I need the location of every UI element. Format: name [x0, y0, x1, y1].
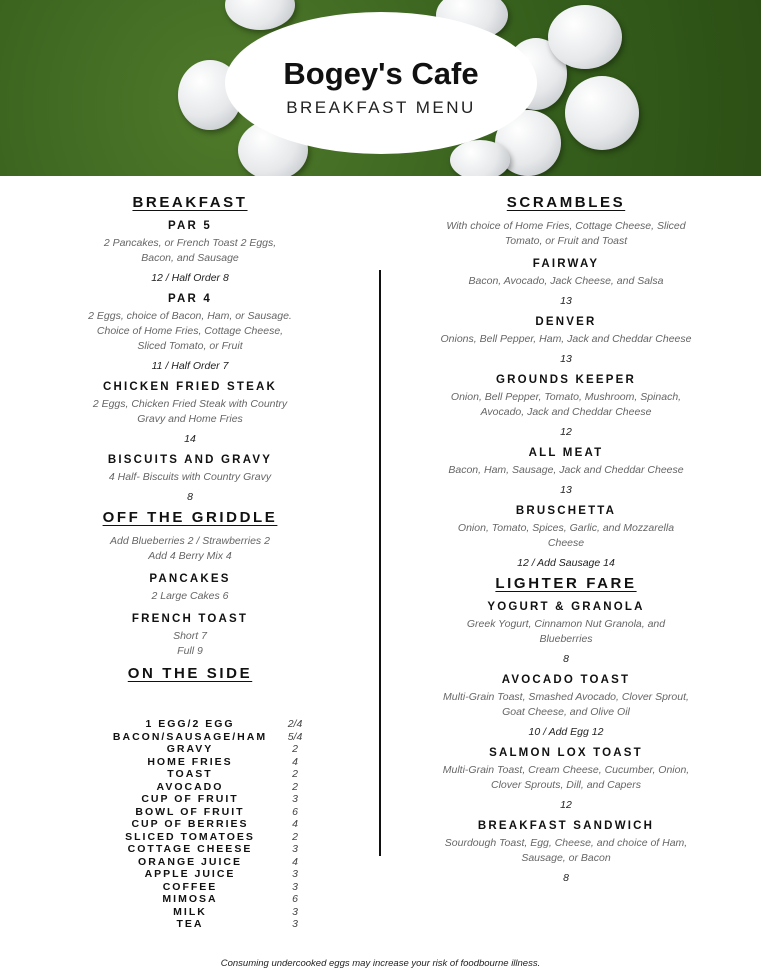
side-item-price: 4 [292, 755, 298, 768]
side-item-row [100, 906, 310, 919]
side-item-price: 2 [292, 743, 298, 755]
side-item-name: 1 EGG/2 EGG [145, 718, 235, 730]
side-item-price: 3 [292, 880, 298, 893]
menu-item-description: Multi-Grain Toast, Cream Cheese, Cucumber, Onion, Clover Sprouts, Dill, and Capers [442, 764, 690, 791]
menu-item-name: BISCUITS AND GRAVY [107, 454, 273, 466]
side-item-row [100, 781, 310, 794]
menu-item-name: YOGURT & GRANOLA [487, 601, 645, 613]
side-item-name: MILK [173, 905, 207, 918]
menu-item-description: 2 Eggs, Chicken Fried Steak with Country Gravy and Home Fries [92, 398, 288, 425]
menu-item-price: 12 [560, 426, 572, 438]
side-item-row [100, 881, 310, 894]
menu-item-description: 2 Eggs, choice of Bacon, Ham, or Sausage. Choice of Home Fries, Cottage Cheese, Sliced Tomato, or Fruit [88, 310, 292, 352]
menu-item-description: With choice of Home Fries, Cottage Cheese, Sliced Tomato, or Fruit and Toast [446, 220, 686, 247]
side-item-row [100, 856, 310, 869]
section-heading: SCRAMBLES [506, 194, 626, 211]
menu-item-description: Full 9 [177, 645, 203, 657]
golf-ball-image [450, 140, 510, 176]
menu-item-description: Multi-Grain Toast, Smashed Avocado, Clover Sprout, Goat Cheese, and Olive Oil [443, 691, 689, 718]
side-item-row [100, 918, 310, 931]
menu-item-description: Sourdough Toast, Egg, Cheese, and choice of Ham, Sausage, or Bacon [444, 837, 688, 864]
side-item-name: SLICED TOMATOES [125, 830, 255, 843]
side-item-name: HOME FRIES [147, 755, 233, 768]
menu-item-name: AVOCADO TOAST [501, 674, 631, 686]
right-column [440, 188, 692, 884]
menu-item-description: 4 Half- Biscuits with Country Gravy [108, 471, 272, 483]
menu-item-price: 11 / Half Order 7 [151, 360, 229, 372]
section-heading: OFF THE GRIDDLE [102, 509, 278, 526]
menu-item-price: 13 [560, 353, 572, 365]
side-item-name: MIMOSA [162, 893, 218, 905]
side-item-row [100, 868, 310, 881]
side-item-price: 3 [292, 905, 298, 918]
menu-item-price: 12 / Half Order 8 [151, 272, 229, 284]
side-item-price: 4 [292, 855, 298, 868]
side-item-name: ORANGE JUICE [138, 855, 242, 868]
menu-item-price: 8 [563, 653, 569, 665]
menu-item-name: BRUSCHETTA [515, 505, 617, 517]
side-item-row [100, 731, 310, 744]
section-heading: ON THE SIDE [127, 665, 253, 682]
footer-disclaimer: Consuming undercooked eggs may increase your risk of foodbourne illness. [220, 958, 541, 969]
menu-item-name: FAIRWAY [532, 258, 600, 270]
side-item-price: 3 [292, 793, 298, 805]
side-item-row [100, 843, 310, 856]
side-item-price: 6 [292, 805, 298, 818]
menu-item-description: Add 4 Berry Mix 4 [148, 550, 232, 562]
side-item-row [100, 793, 310, 806]
menu-item-description: Onions, Bell Pepper, Ham, Jack and Cheddar Cheese [440, 333, 692, 345]
menu-item-price: 12 [560, 799, 572, 811]
side-item-name: CUP OF BERRIES [131, 818, 249, 830]
section-heading: BREAKFAST [132, 194, 248, 211]
menu-item-description: Bacon, Avocado, Jack Cheese, and Salsa [468, 275, 664, 287]
menu-item-name: CHICKEN FRIED STEAK [102, 381, 278, 393]
side-item-price: 5/4 [287, 730, 303, 743]
menu-item-description: Add Blueberries 2 / Strawberries 2 [110, 535, 270, 547]
side-item-price: 3 [292, 918, 298, 930]
side-item-row [100, 743, 310, 756]
menu-item-price: 12 / Add Sausage 14 [517, 557, 615, 569]
menu-item-price: 14 [184, 433, 196, 445]
menu-item-name: ALL MEAT [528, 447, 604, 459]
column-divider [379, 270, 381, 856]
side-item-row [100, 818, 310, 831]
side-item-price: 2/4 [287, 718, 303, 730]
menu-item-description: Short 7 [173, 630, 207, 642]
side-item-name: TEA [176, 918, 204, 930]
golf-ball-image [225, 0, 295, 30]
side-item-name: BOWL OF FRUIT [135, 805, 245, 818]
header-banner [0, 0, 761, 176]
side-item-row [100, 768, 310, 781]
side-item-name: GRAVY [166, 743, 214, 755]
section-heading: LIGHTER FARE [495, 575, 637, 592]
side-item-price: 2 [292, 768, 298, 780]
menu-item-price: 8 [563, 872, 569, 884]
menu-item-price: 10 / Add Egg 12 [528, 726, 604, 738]
menu-item-description: 2 Pancakes, or French Toast 2 Eggs, Bacon, and Sausage [103, 237, 277, 264]
menu-item-name: SALMON LOX TOAST [489, 747, 643, 759]
menu-item-price: 8 [187, 491, 193, 503]
side-item-row [100, 806, 310, 819]
golf-ball-image [548, 5, 622, 69]
left-column [88, 188, 292, 690]
side-item-name: TOAST [167, 768, 213, 780]
side-item-name: CUP OF FRUIT [141, 793, 239, 805]
menu-item-name: PAR 4 [167, 293, 213, 305]
menu-item-description: Greek Yogurt, Cinnamon Nut Granola, and Blueberries [466, 618, 666, 645]
menu-item-name: FRENCH TOAST [131, 613, 249, 625]
title-oval [225, 12, 537, 154]
menu-item-description: Onion, Tomato, Spices, Garlic, and Mozzarella Cheese [457, 522, 675, 549]
side-item-row [100, 718, 310, 731]
side-item-row [100, 756, 310, 769]
menu-item-description: 2 Large Cakes 6 [151, 590, 229, 602]
menu-item-name: PANCAKES [149, 573, 231, 585]
side-item-row [100, 831, 310, 844]
menu-item-name: DENVER [535, 316, 597, 328]
menu-subtitle: BREAKFAST MENU [286, 98, 476, 117]
side-item-price: 3 [292, 843, 298, 855]
menu-item-price: 13 [560, 484, 572, 496]
menu-item-name: BREAKFAST SANDWICH [477, 820, 655, 832]
sides-list [100, 718, 310, 931]
side-item-price: 3 [292, 868, 298, 880]
side-item-price: 6 [292, 893, 298, 905]
menu-item-description: Onion, Bell Pepper, Tomato, Mushroom, Spinach, Avocado, Jack and Cheddar Cheese [450, 391, 682, 418]
side-item-name: APPLE JUICE [144, 868, 236, 880]
menu-item-description: Bacon, Ham, Sausage, Jack and Cheddar Cheese [448, 464, 684, 476]
side-item-name: COTTAGE CHEESE [127, 843, 253, 855]
side-item-price: 2 [292, 830, 298, 843]
side-item-name: COFFEE [162, 880, 218, 893]
golf-ball-image [565, 76, 639, 150]
side-item-row [100, 893, 310, 906]
side-item-price: 4 [292, 818, 298, 830]
menu-item-name: PAR 5 [167, 220, 213, 232]
menu-item-name: GROUNDS KEEPER [495, 374, 637, 386]
cafe-name: Bogey's Cafe [283, 56, 479, 91]
side-item-name: BACON/SAUSAGE/HAM [112, 730, 268, 743]
side-item-name: AVOCADO [156, 780, 224, 793]
side-item-price: 2 [292, 780, 298, 793]
menu-item-price: 13 [560, 295, 572, 307]
